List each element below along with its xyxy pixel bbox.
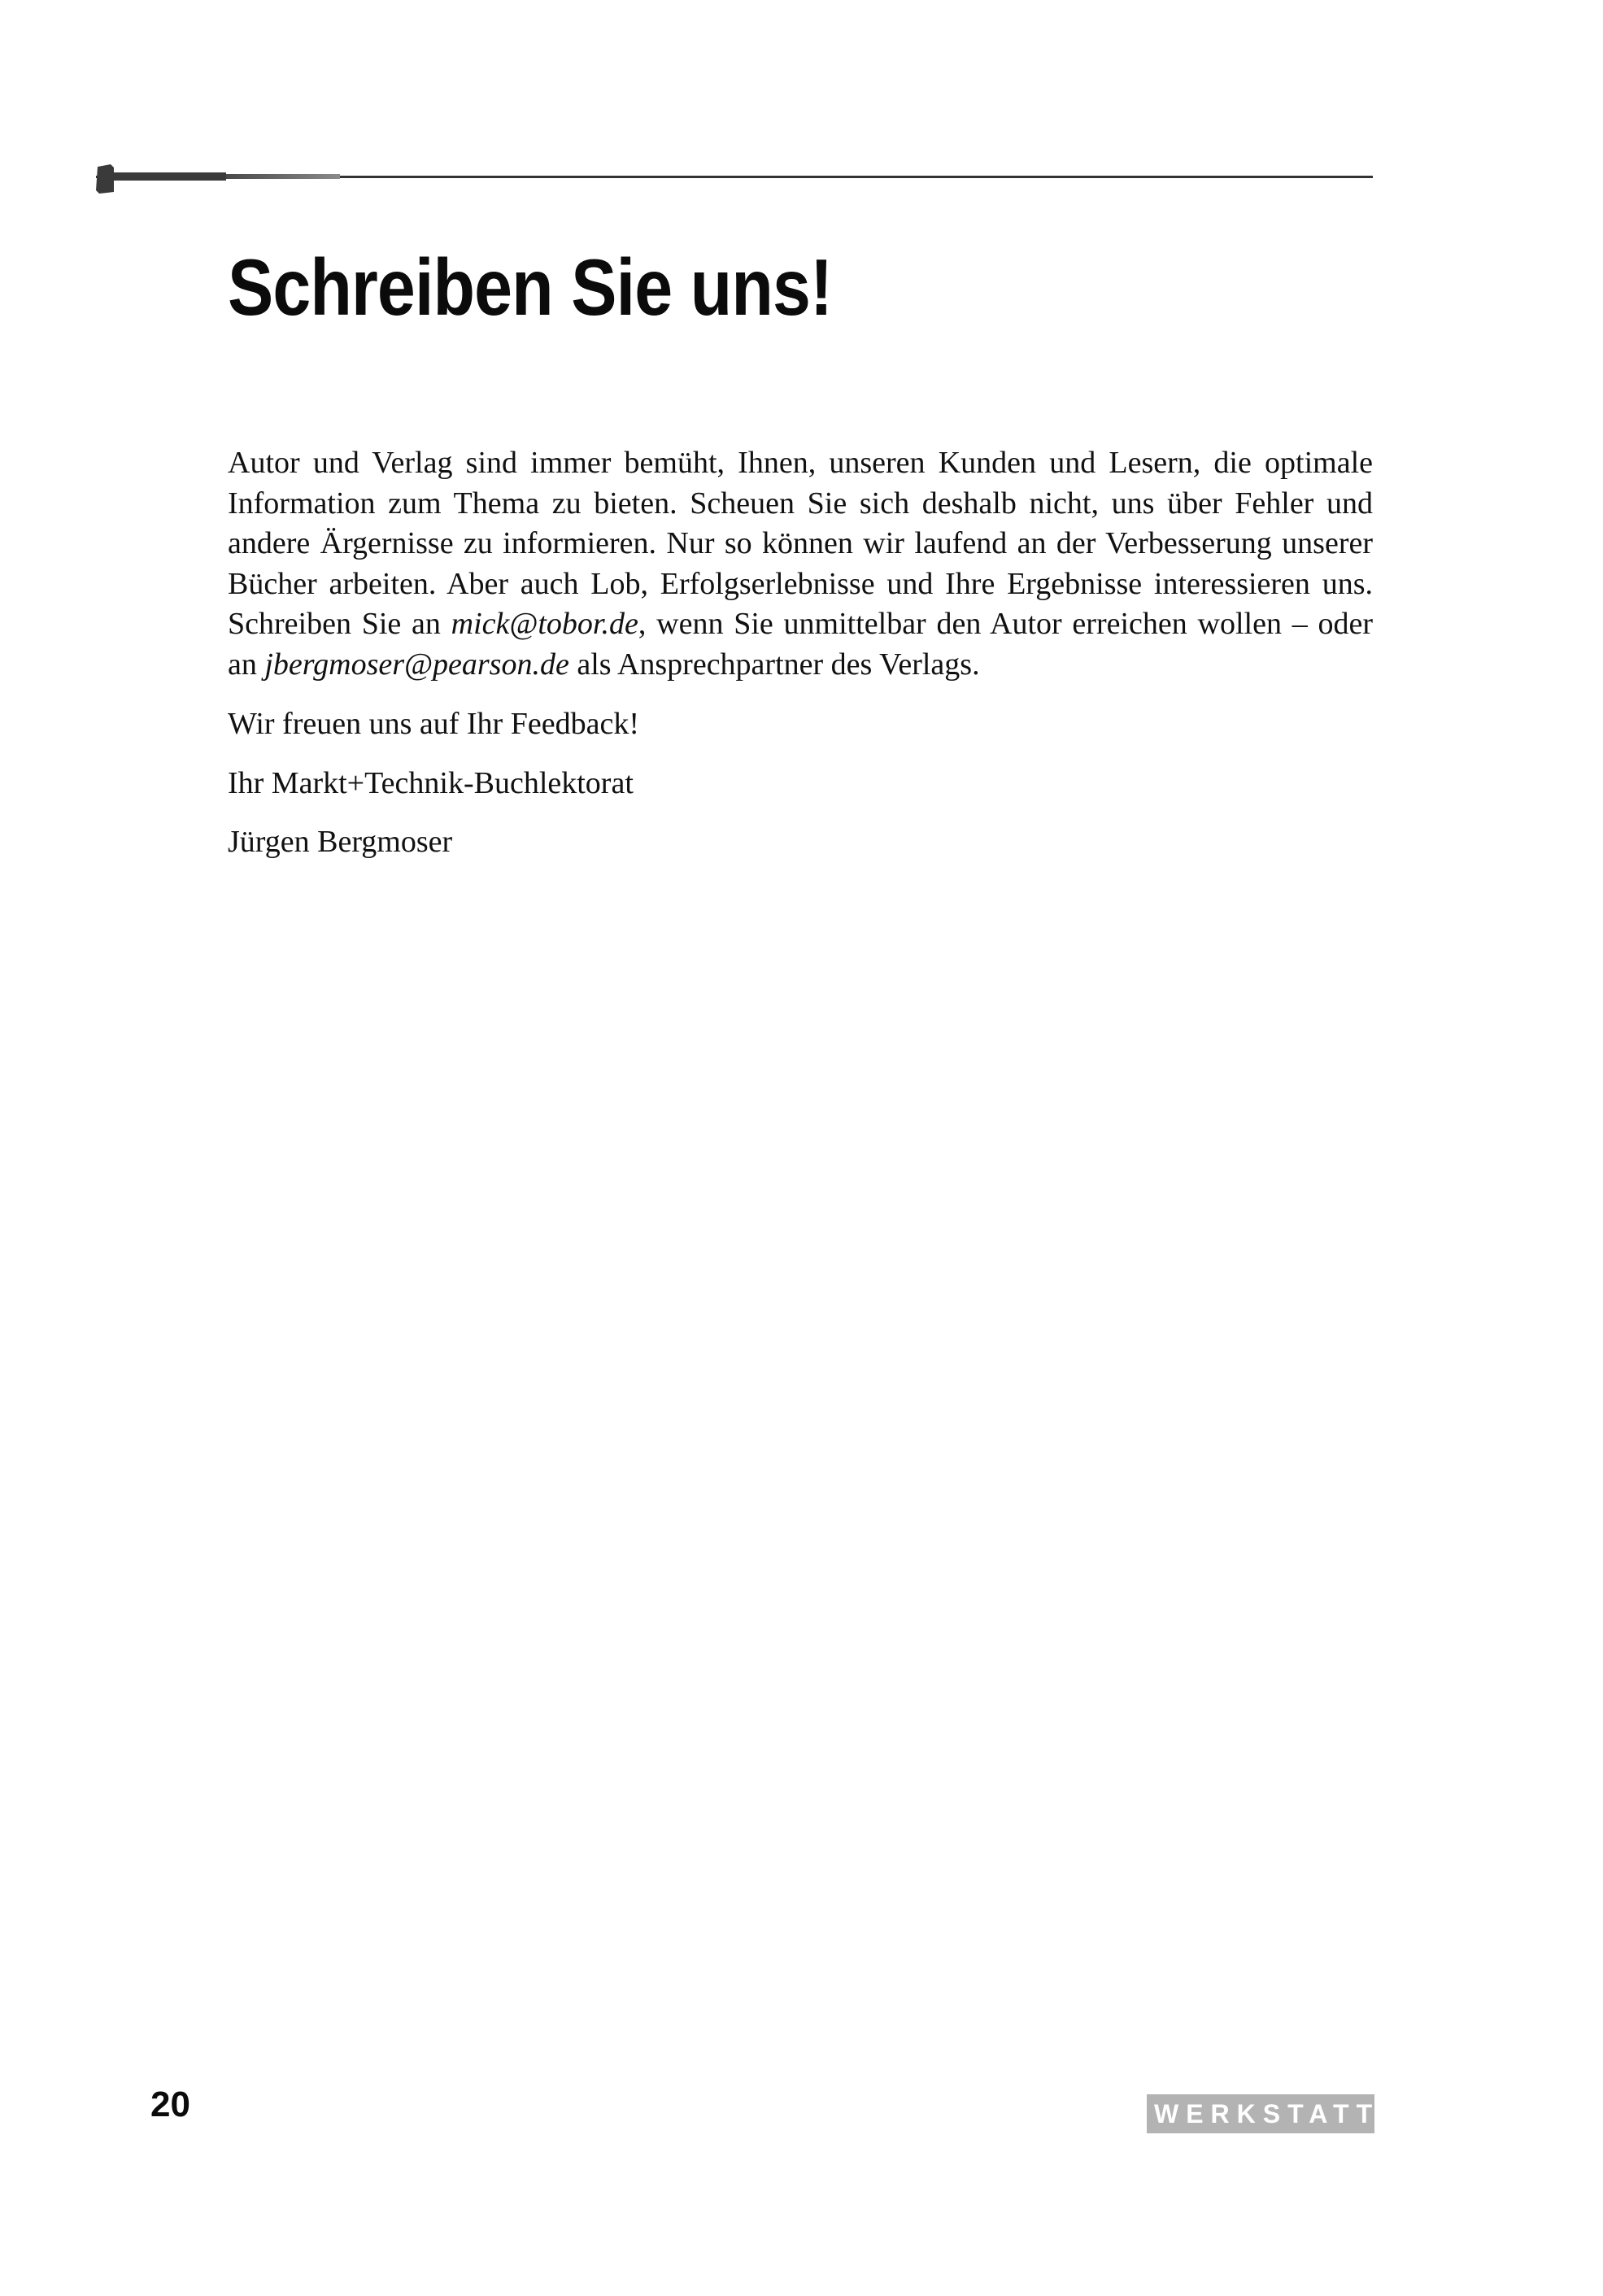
signature-name: Jürgen Bergmoser <box>228 825 453 859</box>
closing-line: Wir freuen uns auf Ihr Feedback! <box>228 707 639 741</box>
page-title: Schreiben Sie uns! <box>228 242 833 332</box>
page-content <box>228 443 1373 882</box>
editor-email-link[interactable]: jbergmoser@pearson.de <box>264 647 569 682</box>
page-number: 20 <box>150 2085 190 2124</box>
body-text-part-2: , wenn Sie unmittelbar den Autor erreichen wollen – oder an <box>228 607 1373 682</box>
body-paragraph <box>228 443 1373 685</box>
imprint-badge: WERKSTATT <box>1147 2094 1374 2133</box>
body-text-part-3: als Ansprechpartner des Verlags. <box>568 647 980 682</box>
hammer-rule-icon <box>96 164 1373 194</box>
signature-organization: Ihr Markt+Technik-Buchlektorat <box>228 765 634 800</box>
author-email-link[interactable]: mick@tobor.de <box>451 607 638 641</box>
body-text-part-1: Autor und Verlag sind immer bemüht, Ihnen, unseren Kunden und Lesern, die optimale Information zum Thema zu bieten. Scheuen Sie sich deshalb nicht, uns über Fehler und andere Ärgernisse zu informieren. Nur so können wir laufend an der Verbesserung unserer Bücher arbeiten. Aber auch Lob, Erfolgserlebnisse und Ihre Ergebnisse interessieren uns. Schreiben Sie an <box>228 446 1373 641</box>
